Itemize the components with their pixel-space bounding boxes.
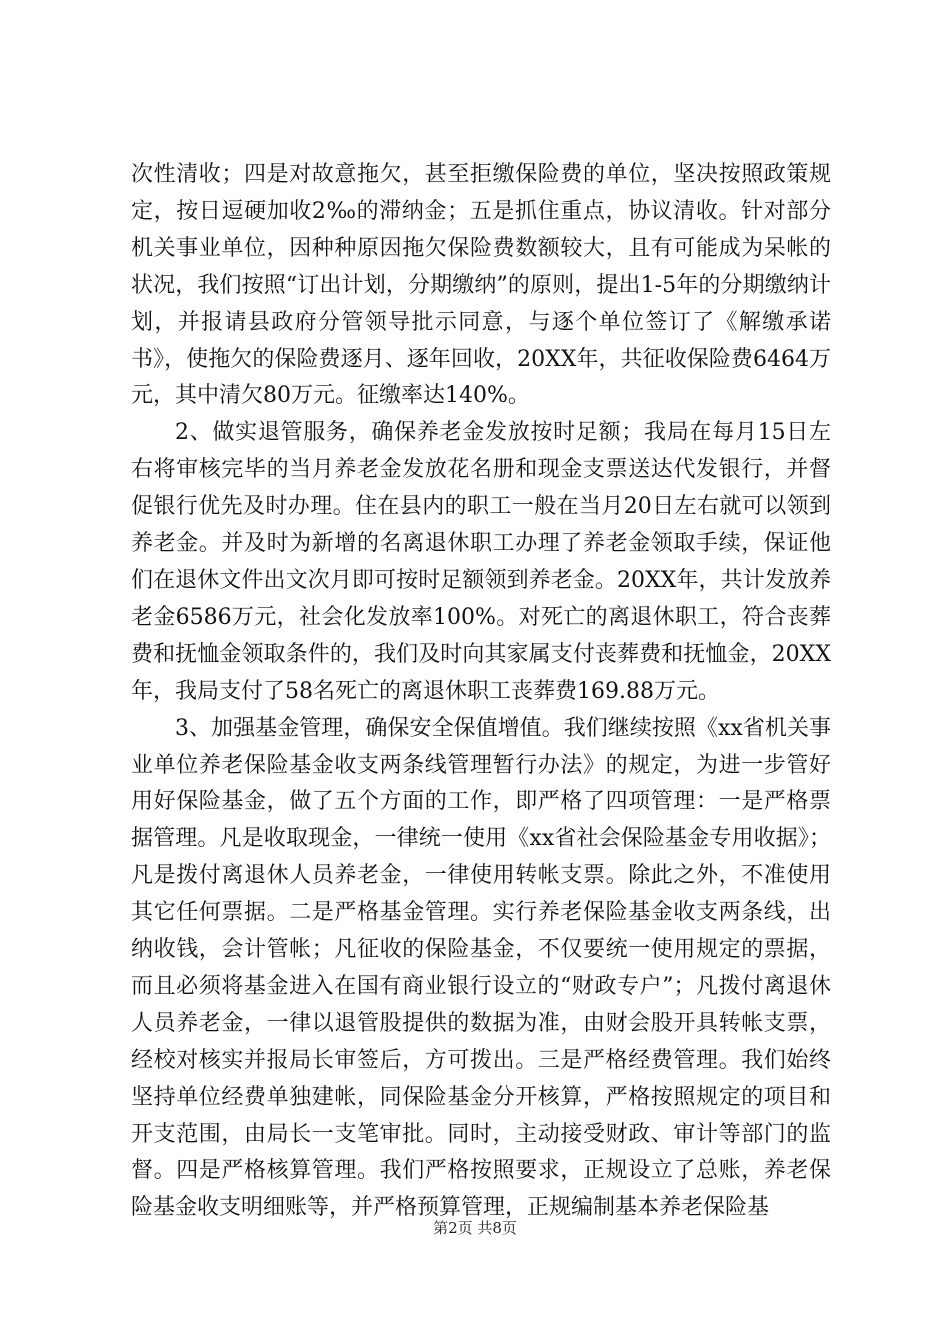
paragraph-fund-management: 3、加强基金管理，确保安全保值增值。我们继续按照《xx省机关事业单位养老保险基金收支两条线管理暂行办法》的规定，为进一步管好用好保险基金，做了五个方面的工作，即严格了四项管理：一是严格票据管理。凡是收取现金，一律统一使用《xx省社会保险基金专用收据》；凡是拨付离退休人员养老金，一律使用转帐支票。除此之外，不准使用其它任何票据。二是严格基金管理。实行养老保险基金收支两条线，出纳收钱，会计管帐；凡征收的保险基金，不仅要统一使用规定的票据，而且必须将基金进入在国有商业银行设立的“财政专户”；凡拨付离退休人员养老金，一律以退管股提供的数据为准，由财会股开具转帐支票，经校对核实并报局长审签后，方可拨出。三是严格经费管理。我们始终坚持单位经费单独建帐，同保险基金分开核算，严格按照规定的项目和开支范围，由局长一支笔审批。同时，主动接受财政、审计等部门的监督。四是严格核算管理。我们严格按照要求，正规设立了总账，养老保险基金收支明细账等，并严格预算管理，正规编制基本养老保险基 bbox=[131, 715, 831, 1221]
document-body bbox=[131, 157, 831, 1227]
paragraph-continuation: 次性清收；四是对故意拖欠，甚至拒缴保险费的单位，坚决按照政策规定，按日逗硬加收2‰的滞纳金；五是抓住重点，协议清收。针对部分机关事业单位，因种种原因拖欠保险费数额较大，且有可能成为呆帐的状况，我们按照“订出计划，分期缴纳”的原则，提出1-5年的分期缴纳计划，并报请县政府分管领导批示同意，与逐个单位签订了《解缴承诺书》，使拖欠的保险费逐月、逐年回收，20XX年，共征收保险费6464万元，其中清欠80万元。征缴率达140%。 bbox=[131, 162, 831, 409]
page-footer: 第2页 共8页 bbox=[433, 1219, 517, 1237]
paragraph-retirement-service: 2、做实退管服务，确保养老金发放按时足额；我局在每月15日左右将审核完毕的当月养老金发放花名册和现金支票送达代发银行，并督促银行优先及时办理。住在县内的职工一般在当月20日左右就可以领到养老金。并及时为新增的名离退休职工办理了养老金领取手续，保证他们在退休文件出文次月即可按时足额领到养老金。20XX年，共计发放养老金6586万元，社会化发放率100%。对死亡的离退休职工，符合丧葬费和抚恤金领取条件的，我们及时向其家属支付丧葬费和抚恤金，20XX年，我局支付了58名死亡的离退休职工丧葬费169.88万元。 bbox=[131, 420, 831, 704]
